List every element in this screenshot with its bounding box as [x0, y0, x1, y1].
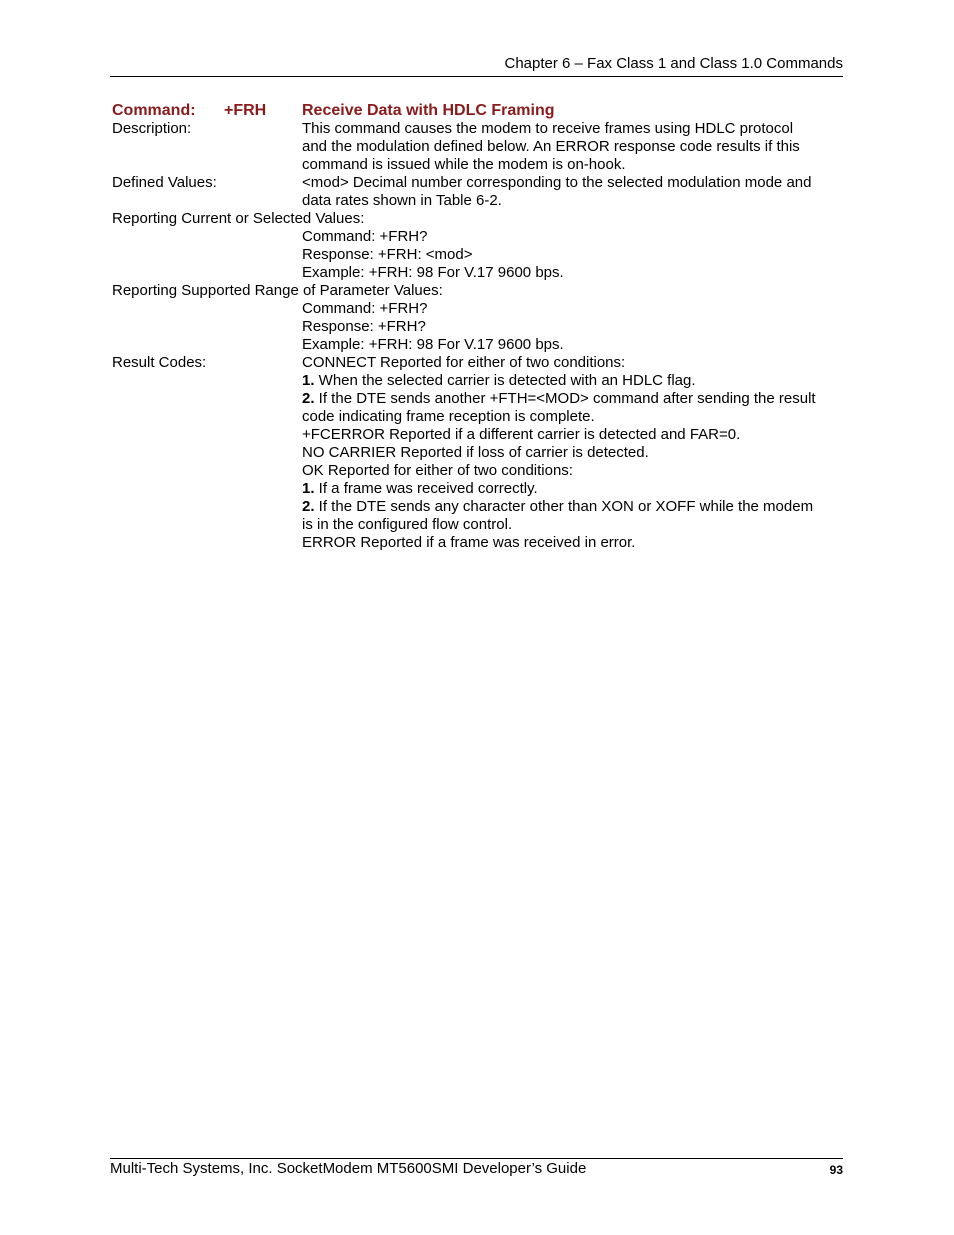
result-connect: CONNECT Reported for either of two conditions:	[302, 354, 626, 371]
reporting-supported-line: Example: +FRH: 98 For V.17 9600 bps.	[302, 336, 564, 353]
condition-text: When the selected carrier is detected with an HDLC flag.	[314, 372, 696, 389]
page-header-chapter: Chapter 6 – Fax Class 1 and Class 1.0 Commands	[504, 55, 843, 72]
result-error: ERROR Reported if a frame was received in error.	[302, 534, 636, 551]
description-line: and the modulation defined below. An ERROR response code results if this	[302, 138, 800, 155]
result-codes-row	[112, 354, 843, 552]
result-connect-condition-2-cont: code indicating frame reception is complete.	[302, 408, 595, 425]
result-fcerror: +FCERROR Reported if a different carrier is detected and FAR=0.	[302, 426, 741, 443]
condition-text: If the DTE sends another +FTH=<MOD> command after sending the result	[314, 390, 816, 407]
condition-text: If the DTE sends any character other than XON or XOFF while the modem	[314, 498, 814, 515]
description-line: This command causes the modem to receive frames using HDLC protocol	[302, 120, 794, 137]
condition-number: 2.	[302, 498, 315, 515]
condition-number: 1.	[302, 372, 315, 389]
command-title: Receive Data with HDLC Framing	[302, 102, 555, 119]
reporting-current-row	[112, 210, 843, 282]
footer-rule	[110, 1158, 843, 1159]
reporting-supported-row	[112, 282, 843, 354]
result-codes-label: Result Codes:	[112, 354, 207, 371]
page-number: 93	[829, 1163, 843, 1177]
result-ok-condition-2-cont: is in the configured flow control.	[302, 516, 513, 533]
reporting-supported-line: Command: +FRH?	[302, 300, 428, 317]
description-row	[112, 120, 843, 174]
result-connect-condition-2	[302, 390, 843, 408]
command-label: Command:	[112, 102, 196, 119]
description-label: Description:	[112, 120, 192, 137]
result-connect-condition-1	[302, 372, 843, 390]
command-section	[112, 101, 843, 552]
command-name: +FRH	[224, 102, 267, 119]
reporting-current-line: Response: +FRH: <mod>	[302, 246, 473, 263]
result-no-carrier: NO CARRIER Reported if loss of carrier is detected.	[302, 444, 649, 461]
condition-number: 1.	[302, 480, 315, 497]
defined-values-line: data rates shown in Table 6-2.	[302, 192, 502, 209]
defined-values-label: Defined Values:	[112, 174, 217, 191]
result-ok: OK Reported for either of two conditions:	[302, 462, 573, 479]
reporting-current-line: Example: +FRH: 98 For V.17 9600 bps.	[302, 264, 564, 281]
reporting-supported-line: Response: +FRH?	[302, 318, 426, 335]
condition-number: 2.	[302, 390, 315, 407]
header-rule	[110, 76, 843, 77]
reporting-supported-label: Reporting Supported Range of Parameter Values:	[112, 282, 443, 299]
description-line: command is issued while the modem is on-hook.	[302, 156, 626, 173]
defined-values-line: <mod> Decimal number corresponding to the selected modulation mode and	[302, 174, 812, 191]
footer-guide-title: Multi-Tech Systems, Inc. SocketModem MT5600SMI Developer’s Guide	[110, 1160, 587, 1177]
reporting-current-label: Reporting Current or Selected Values:	[112, 210, 365, 227]
defined-values-row	[112, 174, 843, 210]
result-ok-condition-1	[302, 480, 843, 498]
result-ok-condition-2	[302, 498, 843, 516]
command-heading	[112, 101, 843, 120]
reporting-current-line: Command: +FRH?	[302, 228, 428, 245]
condition-text: If a frame was received correctly.	[314, 480, 538, 497]
